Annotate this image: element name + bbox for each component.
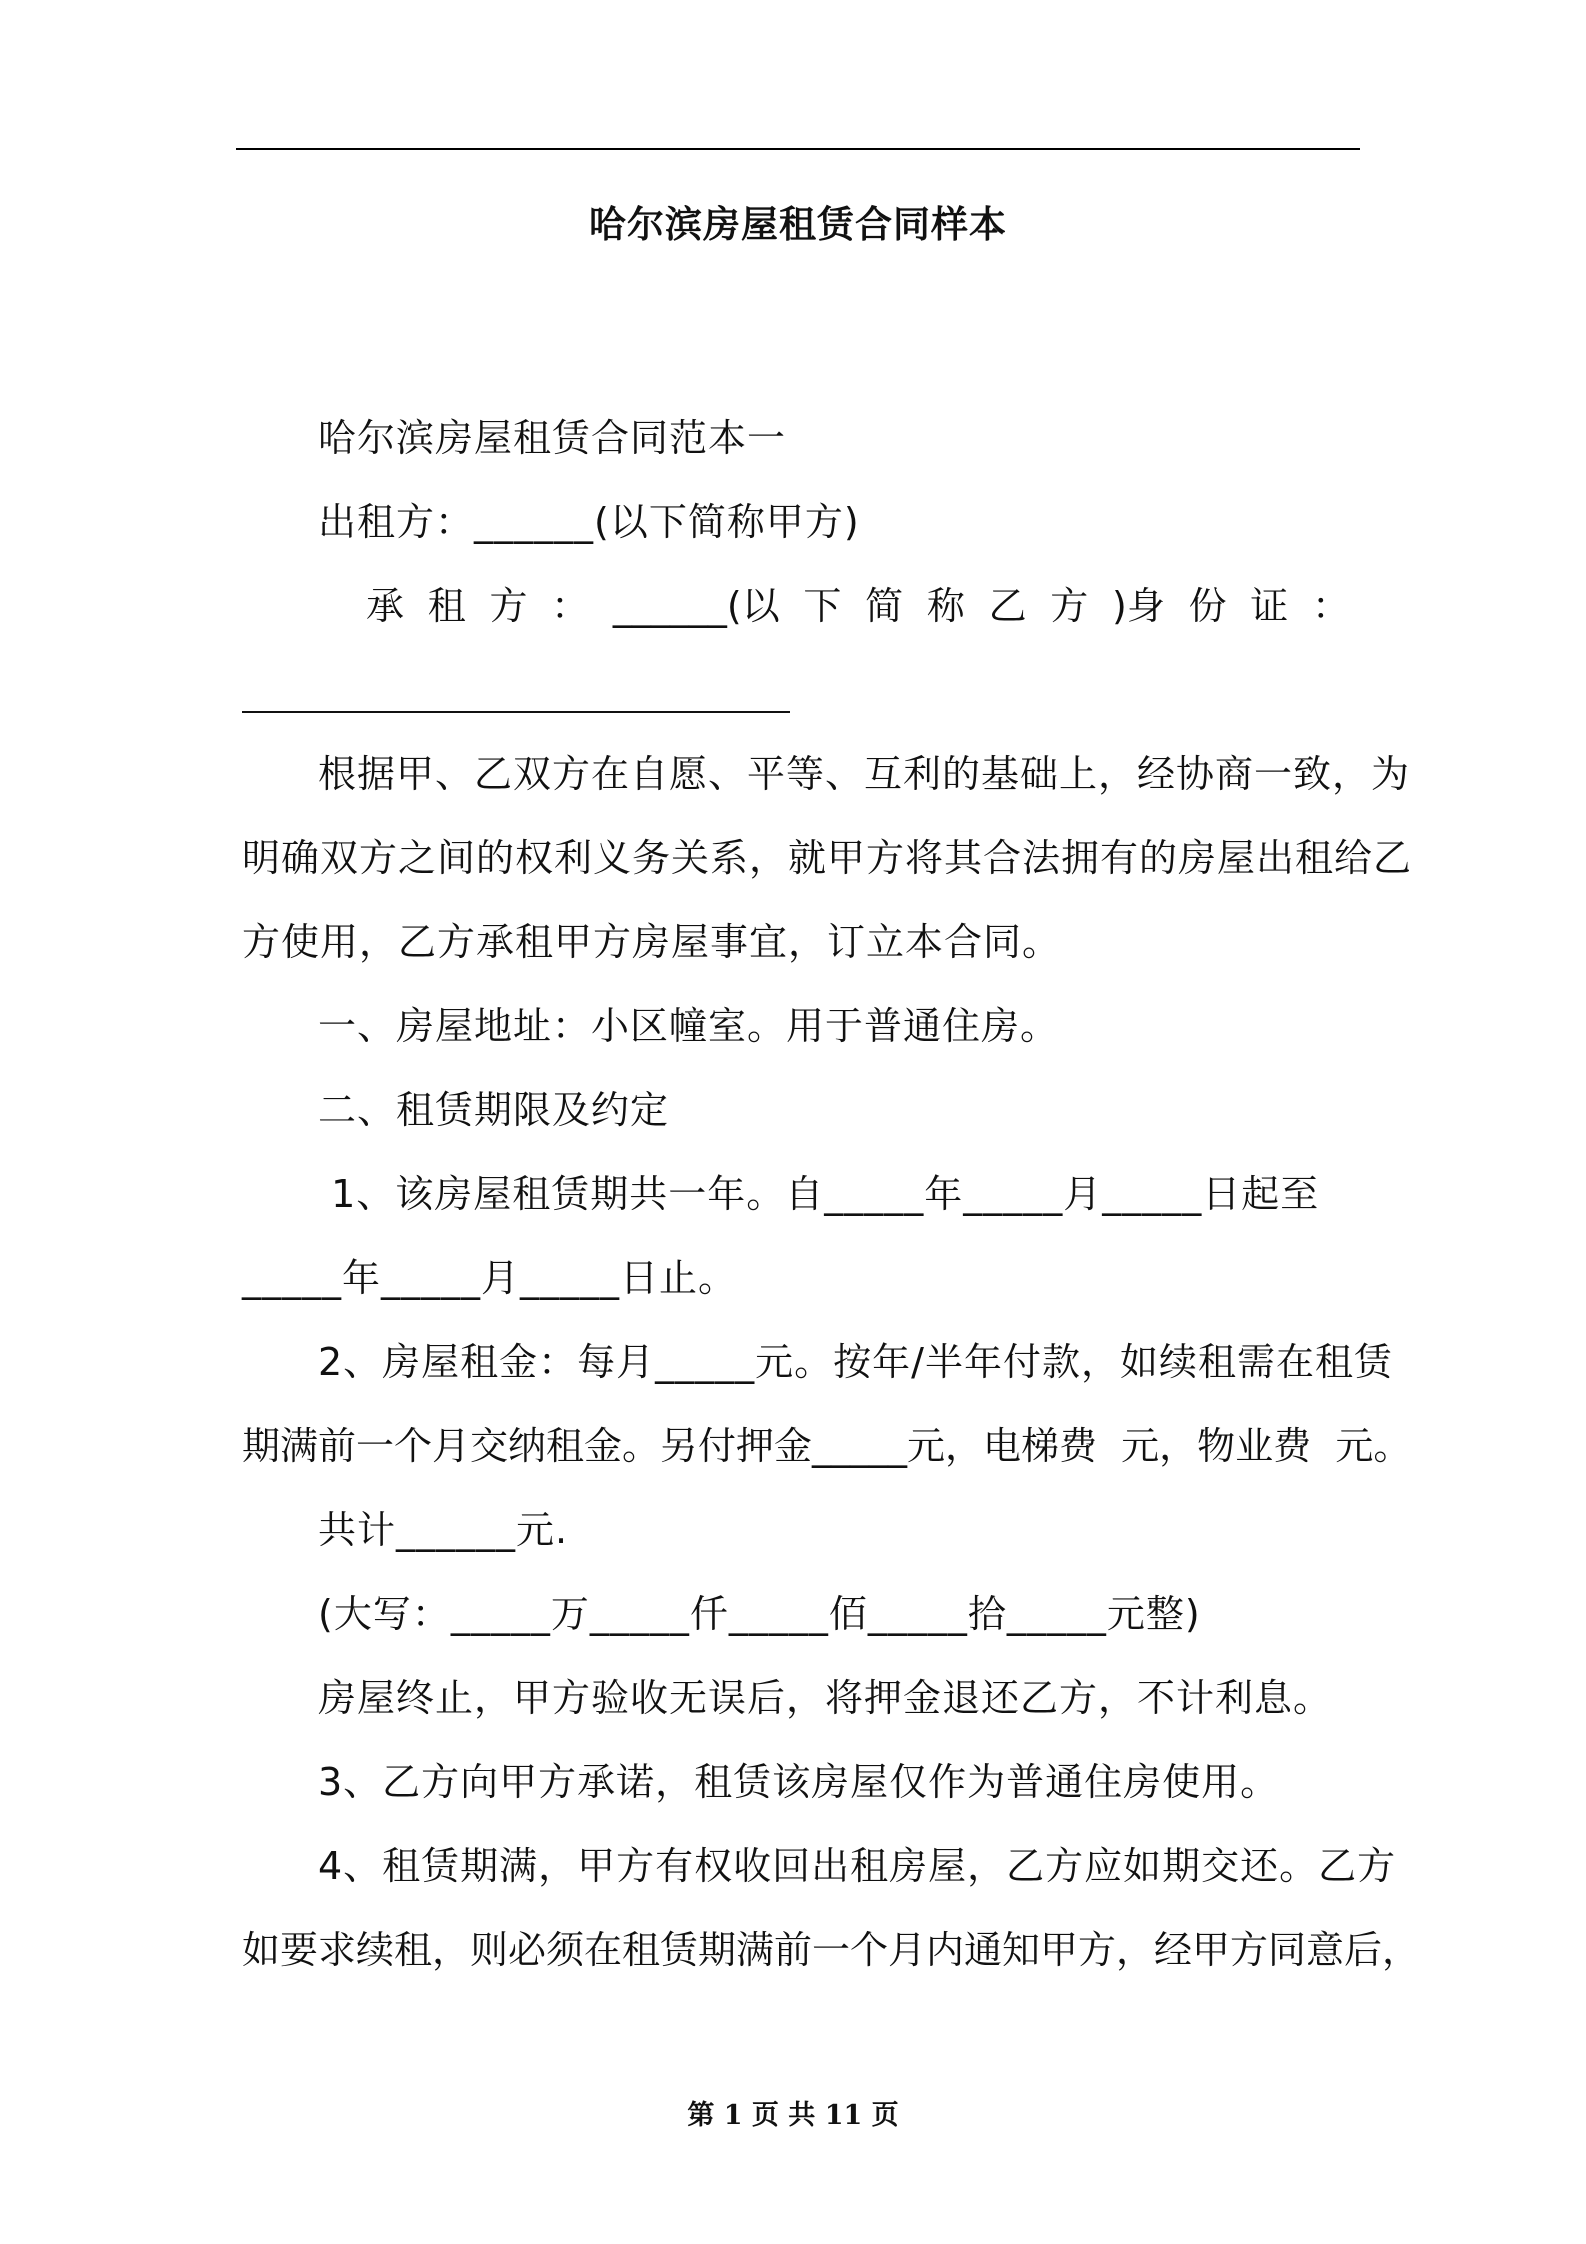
- lessee-char: ：: [1311, 584, 1350, 628]
- lessee-char: 下: [803, 584, 842, 628]
- lessee-char: ：: [551, 584, 590, 628]
- lessee-char: 租: [427, 584, 466, 628]
- lessee-char: 简: [865, 584, 904, 628]
- lessee-char: 方: [489, 584, 528, 628]
- paragraph-line: 明确双方之间的权利义务关系，就甲方将其合法拥有的房屋出租给乙: [242, 836, 1413, 880]
- clause-line: 房屋终止，甲方验收无误后，将押金退还乙方，不计利息。: [318, 1676, 1333, 1720]
- section-heading: 二、租赁期限及约定: [318, 1088, 670, 1132]
- clause-line: 如要求续租，则必须在租赁期满前一个月内通知甲方，经甲方同意后，: [242, 1928, 1421, 1972]
- clause-line: 2、房屋租金：每月_____元。按年/半年付款，如续租需在租赁: [318, 1340, 1393, 1384]
- section-heading: 一、房屋地址：小区幢室。用于普通住房。: [318, 1004, 1060, 1048]
- clause-line: _____年_____月_____日止。: [242, 1256, 738, 1300]
- lessee-char: 承: [366, 584, 405, 628]
- lessee-line: [366, 580, 1350, 632]
- lessee-char: 份: [1188, 584, 1227, 628]
- document-title: 哈尔滨房屋租赁合同样本: [589, 203, 1007, 246]
- clause-line: 4、租赁期满，甲方有权收回出租房屋，乙方应如期交还。乙方: [318, 1844, 1397, 1888]
- lessee-char: )身: [1112, 584, 1165, 628]
- page-footer: 第 1 页 共 11 页: [687, 2100, 899, 2131]
- lessee-char: 乙: [988, 584, 1027, 628]
- clause-line: (大写：_____万_____仟_____佰_____拾_____元整): [318, 1592, 1201, 1636]
- lessee-char: ______(以: [612, 584, 780, 628]
- document-subtitle: 哈尔滨房屋租赁合同范本一: [318, 416, 787, 460]
- clause-line: 共计______元.: [318, 1508, 569, 1552]
- header-rule: [236, 148, 1360, 150]
- lessee-char: 方: [1050, 584, 1089, 628]
- paragraph-line: 方使用，乙方承租甲方房屋事宜，订立本合同。: [242, 920, 1062, 964]
- lessee-char: 证: [1250, 584, 1289, 628]
- lessee-char: 称: [926, 584, 965, 628]
- paragraph-line: 根据甲、乙双方在自愿、平等、互利的基础上，经协商一致，为: [318, 752, 1411, 796]
- lessor-line: 出租方：______(以下简称甲方): [318, 500, 860, 544]
- clause-line: 1、该房屋租赁期共一年。自_____年_____月_____日起至: [318, 1172, 1320, 1216]
- clause-line: 3、乙方向甲方承诺，租赁该房屋仅作为普通住房使用。: [318, 1760, 1280, 1804]
- clause-line: 期满前一个月交纳租金。另付押金_____元，电梯费 元，物业费 元。: [242, 1424, 1412, 1468]
- id-number-blank: [242, 711, 790, 713]
